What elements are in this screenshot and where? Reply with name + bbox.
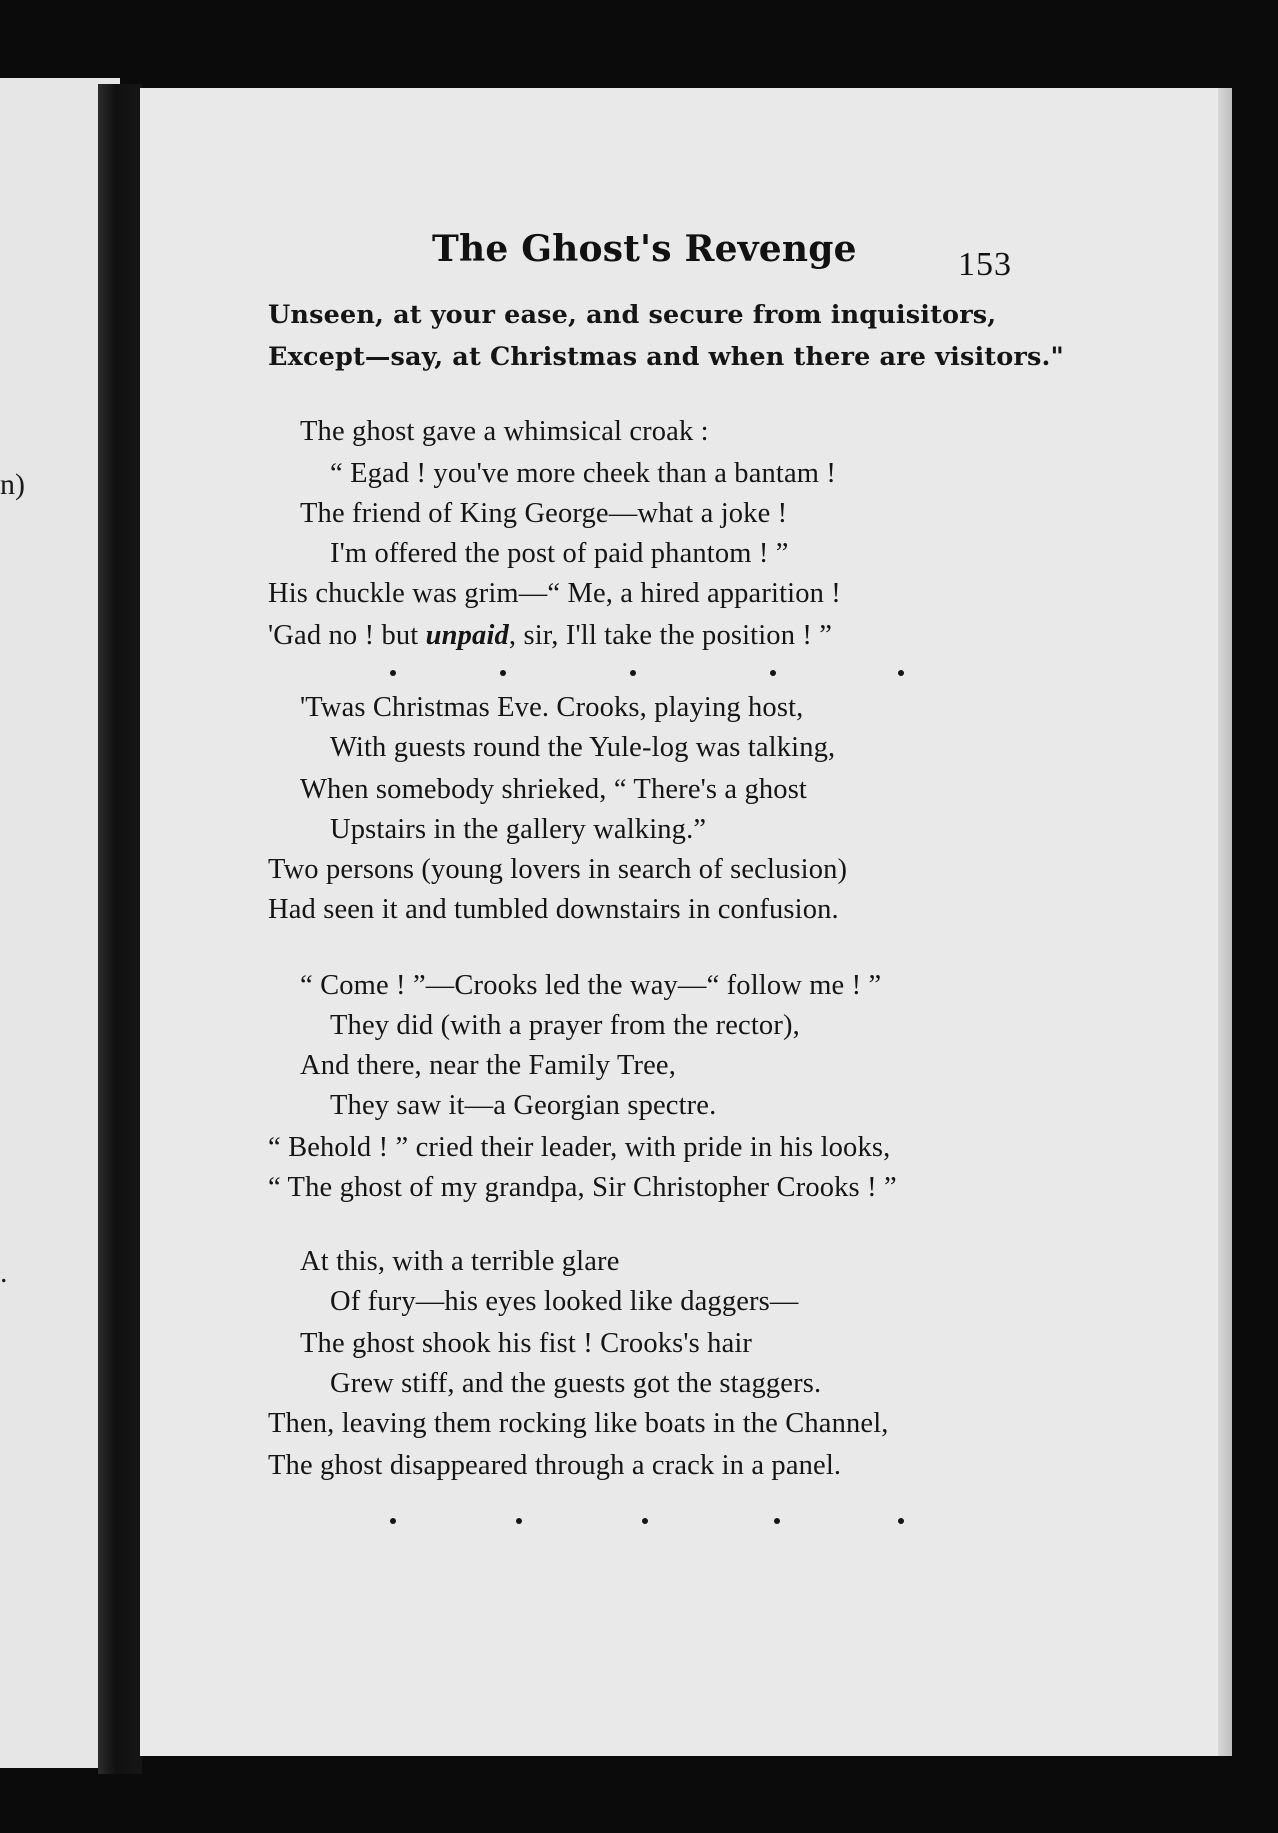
ellipsis-dot [898, 670, 904, 676]
left-page-fragment: . [0, 1256, 8, 1289]
poem-line: “ The ghost of my grandpa, Sir Christopher Crooks ! ” [268, 1172, 897, 1203]
poem-line: 'Twas Christmas Eve. Crooks, playing host, [300, 692, 804, 723]
poem-line: The ghost shook his fist ! Crooks's hair [300, 1328, 753, 1359]
poem-line: Of fury—his eyes looked like daggers— [330, 1286, 799, 1317]
poem-line: Then, leaving them rocking like boats in the Channel, [268, 1408, 889, 1439]
poem-line-text: , sir, I'll take the position ! ” [508, 620, 833, 651]
ellipsis-dot [770, 670, 776, 676]
poem-line: Had seen it and tumbled downstairs in confusion. [268, 894, 839, 925]
ellipsis-dot [642, 1518, 648, 1524]
ellipsis-dot [630, 670, 636, 676]
poem-line: I'm offered the post of paid phantom ! ” [330, 538, 789, 569]
page-number: 153 [958, 246, 1012, 283]
emphasis-word: unpaid [425, 620, 509, 651]
poem-line: They saw it—a Georgian spectre. [330, 1090, 717, 1121]
poem-line: Except—say, at Christmas and when there are visitors." [268, 342, 1064, 372]
poem-line: Upstairs in the gallery walking.” [330, 814, 707, 845]
ellipsis-dot [390, 1518, 396, 1524]
poem-line: The ghost disappeared through a crack in a panel. [268, 1450, 842, 1481]
running-title: The Ghost's Revenge [432, 228, 857, 270]
poem-line: They did (with a prayer from the rector), [330, 1010, 800, 1041]
poem-line: When somebody shrieked, “ There's a ghost [300, 774, 808, 805]
poem-line [268, 620, 832, 652]
ellipsis-dot [500, 670, 506, 676]
poem-line: The ghost gave a whimsical croak : [300, 416, 709, 447]
section-break [390, 670, 910, 680]
poem-line: “ Behold ! ” cried their leader, with pride in his looks, [268, 1132, 891, 1163]
poem-line: And there, near the Family Tree, [300, 1050, 677, 1081]
poem-line: With guests round the Yule-log was talking, [330, 732, 836, 763]
poem-line: The friend of King George—what a joke ! [300, 498, 788, 529]
ellipsis-dot [774, 1518, 780, 1524]
poem-line: Unseen, at your ease, and secure from inquisitors, [268, 300, 997, 330]
poem-line: “ Come ! ”—Crooks led the way—“ follow me ! ” [300, 970, 882, 1001]
ellipsis-dot [516, 1518, 522, 1524]
poem-line: “ Egad ! you've more cheek than a bantam ! [330, 458, 837, 489]
ellipsis-dot [898, 1518, 904, 1524]
left-page-fragment: n) [0, 468, 25, 501]
poem-line-text: 'Gad no ! but [268, 620, 419, 651]
poem-line: His chuckle was grim—“ Me, a hired apparition ! [268, 578, 841, 609]
ellipsis-dot [390, 670, 396, 676]
poem-line: At this, with a terrible glare [300, 1246, 620, 1277]
poem-line: Two persons (young lovers in search of seclusion) [268, 854, 848, 885]
section-break [390, 1518, 910, 1528]
poem-line: Grew stiff, and the guests got the staggers. [330, 1368, 822, 1399]
